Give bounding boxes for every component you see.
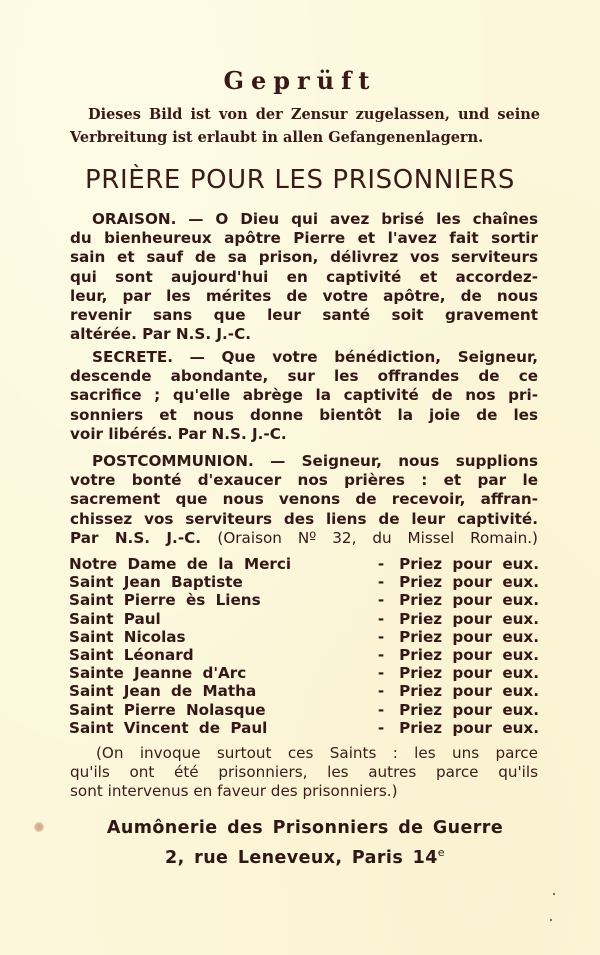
saint-name: Saint Pierre ès Liens [69,591,261,610]
litany-row [69,628,539,646]
address-text: 2, rue Leneveux, Paris 14 [165,848,438,868]
saint-name: Saint Vincent de Paul [69,718,268,737]
censor-stamp-title: Geprüft [223,66,377,95]
oraison-section [70,210,538,344]
postcommunion-line: chissez vos serviteurs des liens de leur captivité. [70,509,538,528]
litany-response: Priez pour eux. [399,609,539,628]
saint-name: Saint Léonard [69,645,194,664]
litany-dash: - [377,700,385,719]
censor-notice [70,103,540,149]
litany-response: Priez pour eux. [399,591,539,610]
litany-row [69,701,539,719]
postcommunion-closing: Par N.S. J.-C. [70,528,202,547]
litany-row [69,682,539,700]
litany-dash: - [377,609,385,628]
litany-row [69,719,539,737]
litany-of-saints [69,555,539,737]
litany-dash: - [377,573,385,592]
litany-response: Priez pour eux. [399,573,539,592]
saint-name: Saint Jean de Matha [69,682,257,701]
litany-row [69,555,539,573]
address-suffix: e [437,846,445,859]
litany-dash: - [377,664,385,683]
litany-dash: - [377,682,385,701]
litany-row [69,646,539,664]
litany-response: Priez pour eux. [399,682,539,701]
saint-name: Sainte Jeanne d'Arc [69,664,247,683]
saint-name: Saint Paul [69,609,161,628]
saint-name: Saint Jean Baptiste [69,573,243,592]
oraison-line: sain et sauf de sa prison, délivrez vos serviteurs [70,248,538,267]
litany-response: Priez pour eux. [399,555,539,573]
litany-dash: - [377,718,385,737]
organization-name: Aumônerie des Prisonniers de Guerre [106,818,504,838]
secrete-line: SECRETE. — Que votre bénédiction, Seigneur, [92,348,538,366]
secrete-line: sonniers et nous donne bientôt la joie de les [70,405,538,424]
saint-name: Notre Dame de la Merci [69,555,292,573]
litany-dash: - [377,627,385,646]
litany-response: Priez pour eux. [399,627,539,646]
oraison-line: du bienheureux apôtre Pierre et l'avez fait sortir [70,229,538,248]
litany-row [69,573,539,591]
postcommunion-line: sacrement que nous venons de recevoir, affran- [70,490,538,509]
secrete-section [70,348,538,444]
litany-row [69,664,539,682]
paper-speck [553,893,555,895]
publisher-footer [0,818,600,868]
litany-response: Priez pour eux. [399,700,539,719]
missal-reference: (Oraison Nº 32, du Missel Romain.) [217,528,538,547]
note-line: qu'ils ont été prisonniers, les autres parce qu'ils [70,763,538,781]
saints-note [70,744,538,801]
litany-response: Priez pour eux. [399,664,539,683]
organization-address [0,846,600,868]
oraison-line: qui sont aujourd'hui en captivité et accordez- [70,267,538,286]
oraison-line: altérée. Par N.S. J.-C. [70,325,252,344]
litany-dash: - [377,555,385,573]
censor-notice-line: Dieses Bild ist von der Zensur zugelassen, und seine [88,106,540,123]
censor-notice-line: Verbreitung ist erlaubt in allen Gefangenenlagern. [70,129,484,146]
secrete-line: voir libérés. Par N.S. J.-C. [70,424,287,443]
litany-response: Priez pour eux. [399,718,539,737]
note-line: (On invoque surtout ces Saints : les uns parce [96,744,538,762]
page-title: PRIÈRE POUR LES PRISONNIERS [85,165,515,195]
postcommunion-last-line [70,529,538,548]
oraison-line: revenir sans que leur santé soit gravement [70,306,538,325]
postcommunion-line: votre bonté d'exaucer nos prières : et par le [70,471,538,490]
oraison-line: leur, par les mérites de votre apôtre, de nous [70,286,538,305]
note-line: sont intervenus en faveur des prisonniers.) [70,782,398,800]
secrete-line: descende abondante, sur les offrandes de ce [70,367,538,386]
litany-dash: - [377,645,385,664]
litany-row [69,610,539,628]
saint-name: Saint Nicolas [69,627,186,646]
postcommunion-section [70,452,538,548]
oraison-line: ORAISON. — O Dieu qui avez brisé les chaînes [92,210,538,228]
litany-response: Priez pour eux. [399,645,539,664]
paper-speck [550,919,552,921]
saint-name: Saint Pierre Nolasque [69,700,266,719]
litany-dash: - [377,591,385,610]
litany-row [69,591,539,609]
secrete-line: sacrifice ; qu'elle abrège la captivité de nos pri- [70,386,538,405]
postcommunion-line: POSTCOMMUNION. — Seigneur, nous supplions [92,452,538,470]
